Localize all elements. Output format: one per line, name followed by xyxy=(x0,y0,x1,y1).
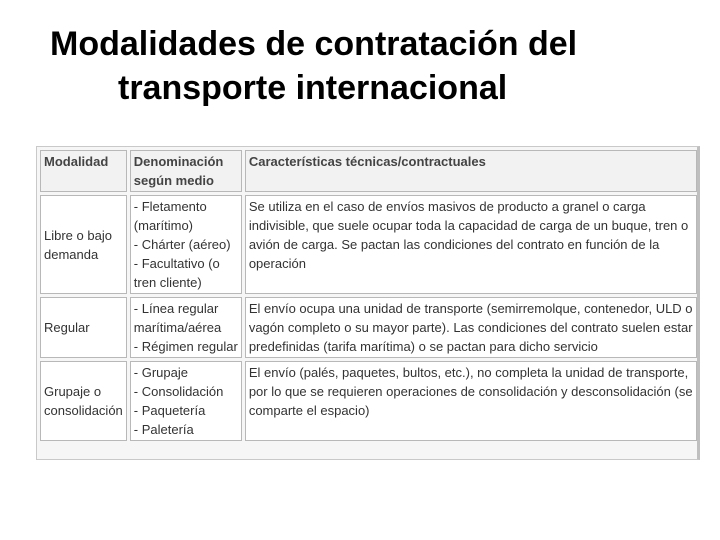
cell-line: predefinidas (tarifa marítima) o se pactan para dicho servicio xyxy=(248,339,598,354)
table-row xyxy=(40,297,697,358)
header-denominacion xyxy=(130,150,242,192)
cell-caracteristicas xyxy=(245,297,697,358)
cell-line: Libre o bajo xyxy=(44,227,112,243)
cell-line: El envío ocupa una unidad de transporte (semirremolque, contenedor, ULD o xyxy=(248,301,693,316)
cell-line: tren cliente) xyxy=(133,275,202,290)
cell-line: vagón completo o su mayor parte). Las condiciones del contrato suelen estar xyxy=(248,320,693,335)
slide-title xyxy=(0,22,720,110)
cell-line: - Línea regular xyxy=(133,301,219,316)
cell-modalidad xyxy=(40,361,127,441)
cell-line: avión de carga. Se pactan las condiciones del contrato en función de la xyxy=(248,237,660,252)
cell-line: - Paletería xyxy=(133,422,194,437)
header-modalidad: Modalidad xyxy=(40,150,127,192)
cell-denominacion xyxy=(130,195,242,294)
cell-line: operación xyxy=(248,256,306,271)
cell-line: - Paquetería xyxy=(133,403,206,418)
title-line-2: transporte internacional xyxy=(118,69,508,107)
cell-denominacion xyxy=(130,361,242,441)
header-denominacion-line: según medio xyxy=(133,173,214,188)
cell-line: demanda xyxy=(44,246,99,262)
contract-modalities-table xyxy=(36,146,700,460)
table-header-row xyxy=(40,150,697,192)
table-row xyxy=(40,195,697,294)
table-row xyxy=(40,361,697,441)
header-caracteristicas: Características técnicas/contractuales xyxy=(245,150,697,192)
cell-line: Regular xyxy=(44,320,90,335)
cell-modalidad xyxy=(40,195,127,294)
cell-line: comparte el espacio) xyxy=(248,403,370,418)
cell-line: consolidación xyxy=(44,403,123,418)
table xyxy=(37,147,700,444)
cell-line: marítima/aérea xyxy=(133,320,222,335)
cell-line: - Chárter (aéreo) xyxy=(133,237,231,252)
cell-line: - Fletamento xyxy=(133,199,207,214)
cell-modalidad xyxy=(40,297,127,358)
cell-line: - Grupaje xyxy=(133,365,188,380)
title-line-1: Modalidades de contratación del xyxy=(50,25,578,63)
cell-line: - Consolidación xyxy=(133,384,224,399)
cell-line: El envío (palés, paquetes, bultos, etc.), no completa la unidad de transporte, xyxy=(248,365,689,380)
header-denominacion-line: Denominación xyxy=(133,154,224,169)
cell-line: por lo que se requieren operaciones de consolidación y desconsolidación (se xyxy=(248,384,693,399)
cell-caracteristicas xyxy=(245,195,697,294)
cell-line: (marítimo) xyxy=(133,218,193,233)
cell-line: Grupaje o xyxy=(44,384,102,399)
cell-caracteristicas xyxy=(245,361,697,441)
cell-denominacion xyxy=(130,297,242,358)
cell-line: Se utiliza en el caso de envíos masivos de producto a granel o carga xyxy=(248,199,646,214)
cell-line: - Régimen regular xyxy=(133,339,238,354)
cell-line: indivisible, que suele ocupar toda la capacidad de carga de un buque, tren o xyxy=(248,218,689,233)
cell-line: - Facultativo (o xyxy=(133,256,220,271)
